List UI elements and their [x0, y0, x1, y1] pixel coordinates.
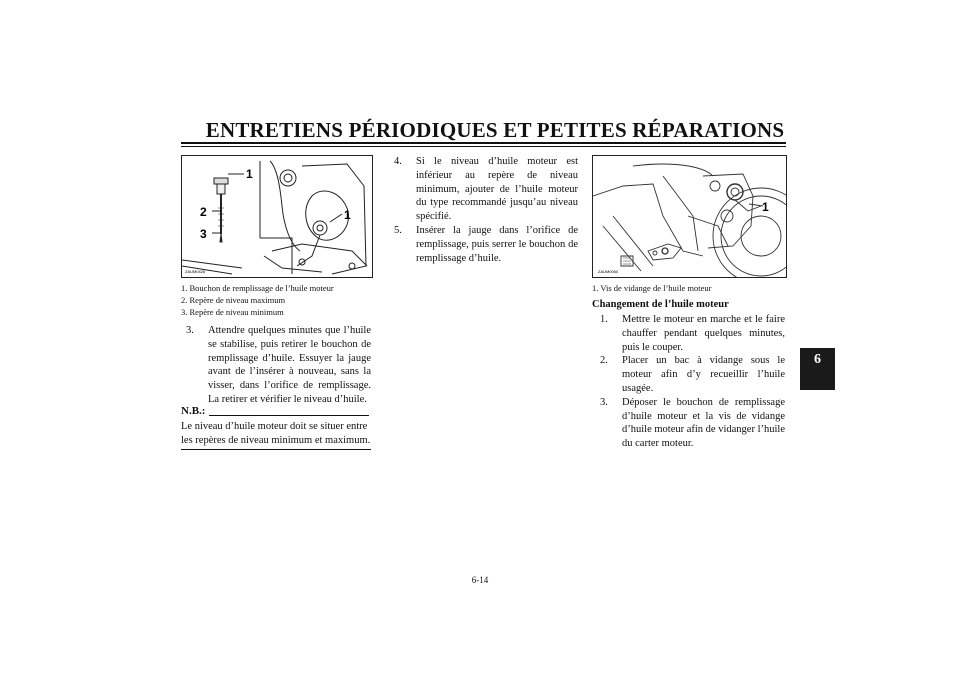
page-title: ENTRETIENS PÉRIODIQUES ET PETITES RÉPARATIONS [205, 118, 785, 142]
step-number: 3. [186, 325, 194, 336]
chapter-tab-label: 6 [814, 352, 821, 367]
list-item [600, 396, 785, 451]
figure-drain-bolt [592, 155, 787, 278]
step-list-middle [394, 155, 578, 265]
list-item [394, 224, 578, 265]
figure-caption [181, 282, 371, 318]
step-number: 3. [600, 396, 608, 408]
note-label: N.B.: [181, 405, 206, 417]
chapter-tab [800, 348, 835, 390]
list-item [600, 313, 785, 354]
callout-1-engine: 1 [344, 208, 351, 222]
list-item [600, 354, 785, 395]
header-rule-thin [181, 146, 786, 147]
dipstick-illustration [182, 156, 372, 277]
step-number: 4. [394, 156, 402, 167]
step-number: 1. [600, 314, 608, 325]
list-item [186, 324, 371, 407]
figure-code: ZAUM0426 [185, 269, 206, 274]
step-text: Attendre quelques minutes que l’huile se stabilise, puis retirer le bouchon de remplissage d’huile. Essuyer la jauge avant de l’insérer à nouveau, sans la visser, dans l’orifice de remplissage. La retirer et vérifier le niveau d’huile. [208, 325, 371, 405]
step-text: Placer un bac à vidange sous le moteur afin d’y recueillir l’huile usagée. [622, 355, 785, 394]
drain-bolt-illustration [593, 156, 786, 277]
figure-code: ZAUM0060 [598, 269, 619, 274]
step-text: Mettre le moteur en marche et le faire chauffer pendant quelques minutes, puis le couper. [622, 314, 785, 353]
note-bottom-rule [181, 449, 371, 450]
list-item [394, 155, 578, 224]
caption-item: 1. Vis de vidange de l’huile moteur [592, 283, 712, 293]
step-list [186, 324, 371, 407]
caption-item: 1. Bouchon de remplissage de l’huile moteur [181, 283, 334, 293]
note-heading [181, 405, 371, 417]
figure-caption [592, 282, 785, 294]
step-text: Déposer le bouchon de remplissage d’huile moteur et la vis de vidange d’huile moteur afin de vidanger l’huile du carter moteur. [622, 396, 785, 450]
callout-2: 2 [200, 205, 207, 219]
callout-1: 1 [762, 200, 769, 214]
figure-dipstick [181, 155, 373, 278]
step-list-right [600, 313, 785, 451]
header-rule [181, 142, 786, 144]
step-text: Si le niveau d’huile moteur est inférieur au repère de niveau minimum, ajouter de l’huile moteur du type recommandé jusqu’au niveau spécifié. [416, 156, 578, 223]
caption-item: 2. Repère de niveau maximum [181, 295, 286, 305]
page-number: 6-14 [471, 575, 489, 585]
note-text: Le niveau d’huile moteur doit se situer entre les repères de niveau minimum et maximum. [181, 421, 371, 446]
callout-1: 1 [246, 167, 253, 181]
callout-3: 3 [200, 227, 207, 241]
step-text: Insérer la jauge dans l’orifice de remplissage, puis serrer le bouchon de remplissage d’huile. [416, 224, 578, 264]
step-number: 5. [394, 224, 402, 236]
section-heading: Changement de l’huile moteur [592, 299, 729, 310]
note-rule [209, 415, 369, 416]
caption-item: 3. Repère de niveau minimum [181, 307, 284, 317]
step-number: 2. [600, 355, 608, 367]
